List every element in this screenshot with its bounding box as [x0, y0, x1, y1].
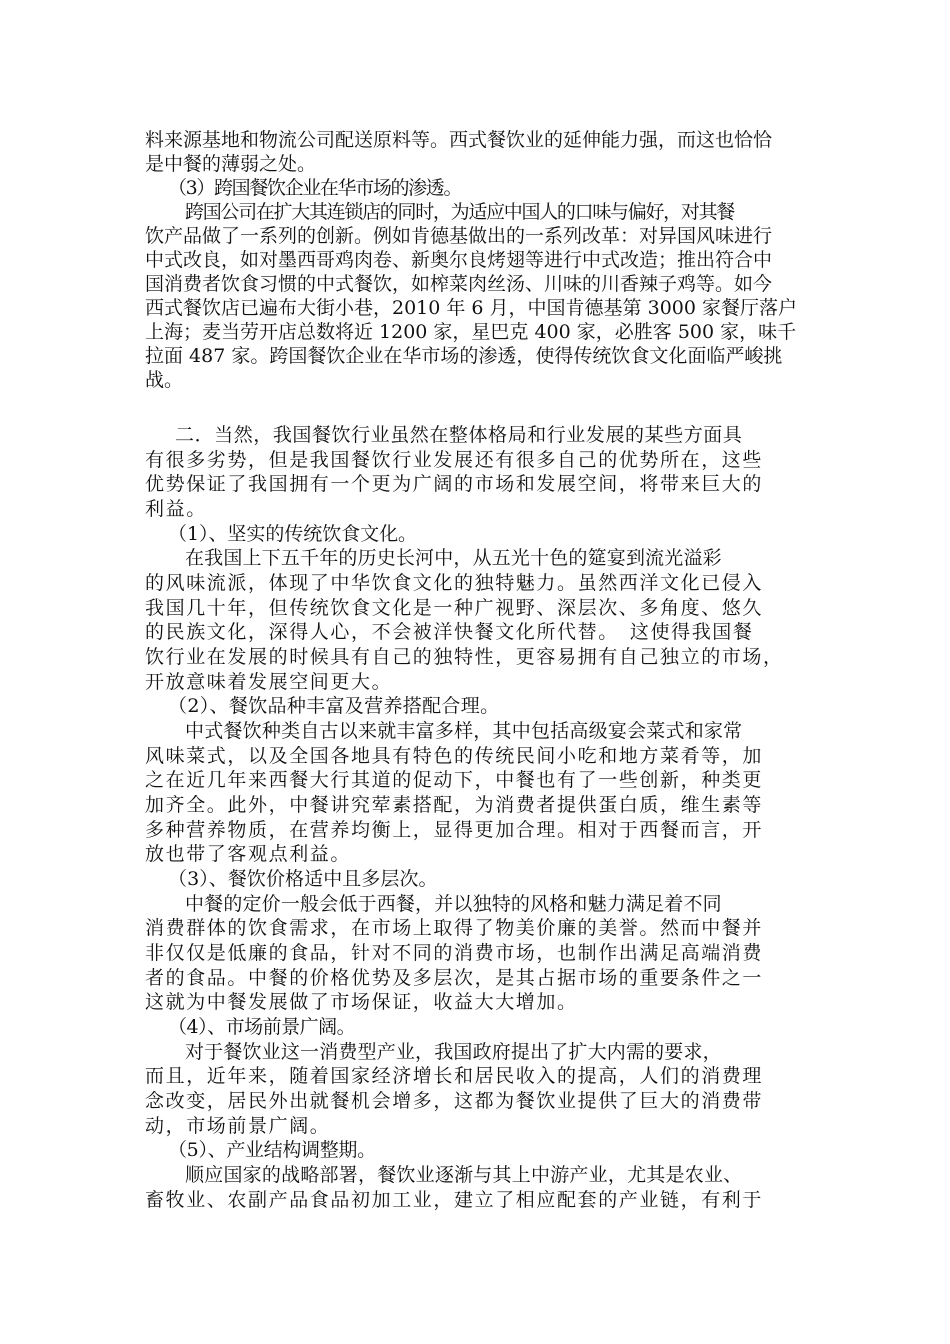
section-heading: （3）跨国餐饮企业在华市场的渗透。 [168, 177, 462, 199]
text-line: 的民族文化，深得人心，不会被洋快餐文化所代替。 这使得我国餐 [145, 621, 754, 643]
text-line: 的风味流派，体现了中华饮食文化的独特魅力。虽然西洋文化已侵入 [145, 572, 764, 594]
text-line: 而且，近年来，随着国家经济增长和居民收入的提高，人们的消费理 [145, 1065, 764, 1087]
text-line: 风味菜式，以及全国各地具有特色的传统民间小吃和地方菜肴等，加 [145, 745, 764, 767]
text-line: 中式改良，如对墨西哥鸡肉卷、新奥尔良烤翅等进行中式改造；推出符合中 [145, 249, 773, 271]
text-line: 是中餐的薄弱之处。 [145, 153, 317, 175]
text-line: 优势保证了我国拥有一个更为广阔的市场和发展空间，将带来巨大的 [145, 473, 764, 495]
text-line: 国消费者饮食习惯的中式餐饮，如榨菜肉丝汤、川味的川香辣子鸡等。如今 [145, 273, 773, 295]
text-line: 中式餐饮种类自古以来就丰富多样，其中包括高级宴会菜式和家常 [185, 720, 743, 742]
text-line: 料来源基地和物流公司配送原料等。西式餐饮业的延伸能力强，而这也恰恰 [145, 129, 773, 151]
text-line: 消费群体的饮食需求，在市场上取得了物美价廉的美誉。然而中餐并 [145, 917, 764, 939]
section-heading: （5）、产业结构调整期。 [168, 1139, 376, 1161]
text-line: 畜牧业、农副产品食品初加工业，建立了相应配套的产业链，有利于 [145, 1189, 764, 1211]
text-line: 我国几十年，但传统饮食文化是一种广视野、深层次、多角度、悠久 [145, 597, 764, 619]
section-heading: 二．当然，我国餐饮行业虽然在整体格局和行业发展的某些方面具 [175, 424, 743, 446]
text-line: 者的食品。中餐的价格优势及多层次，是其占据市场的重要条件之一 [145, 967, 764, 989]
text-line: 多种营养物质，在营养均衡上，显得更加合理。相对于西餐而言，开 [145, 819, 764, 841]
text-line: 拉面 487 家。跨国餐饮企业在华市场的渗透，使得传统饮食文化面临严峻挑 [145, 345, 783, 367]
text-line: 战。 [145, 369, 184, 391]
text-line: 加齐全。此外，中餐讲究荤素搭配，为消费者提供蛋白质，维生素等 [145, 794, 764, 816]
text-line: 开放意味着发展空间更大。 [145, 671, 393, 693]
section-heading: （1）、坚实的传统饮食文化。 [168, 523, 417, 545]
section-heading: （2）、餐饮品种丰富及营养搭配合理。 [168, 695, 500, 717]
text-line: 念改变，居民外出就餐机会增多，这都为餐饮业提供了巨大的消费带 [145, 1090, 764, 1112]
text-line: 饮行业在发展的时候具有自己的独特性，更容易拥有自己独立的市场， [145, 646, 784, 668]
text-line: 西式餐饮店已遍布大街小巷，2010 年 6 月，中国肯德基第 3000 家餐厅落户 [145, 297, 797, 319]
text-line: 饮产品做了一系列的创新。例如肯德基做出的一系列改革：对异国风味进行 [145, 225, 773, 247]
text-line: 跨国公司在扩大其连锁店的同时，为适应中国人的口味与偏好，对其餐 [185, 201, 735, 223]
section-heading: （3）、餐饮价格适中且多层次。 [168, 868, 438, 890]
text-line: 有很多劣势，但是我国餐饮行业发展还有很多自己的优势所在，这些 [145, 449, 764, 471]
text-line: 这就为中餐发展做了市场保证，收益大大增加。 [145, 991, 578, 1013]
text-line: 中餐的定价一般会低于西餐，并以独特的风格和魅力满足着不同 [185, 893, 722, 915]
text-line: 在我国上下五千年的历史长河中，从五光十色的筵宴到流光溢彩 [185, 547, 722, 569]
text-line: 上海；麦当劳开店总数将近 1200 家，星巴克 400 家，必胜客 500 家，味千 [145, 321, 797, 343]
text-line: 非仅仅是低廉的食品，针对不同的消费市场，也制作出满足高端消费 [145, 942, 764, 964]
section-heading: （4）、市场前景广阔。 [168, 1016, 356, 1038]
text-line: 利益。 [145, 498, 207, 520]
text-line: 顺应国家的战略部署，餐饮业逐渐与其上中游产业，尤其是农业、 [185, 1164, 743, 1186]
text-line: 之在近几年来西餐大行其道的促动下，中餐也有了一些创新，种类更 [145, 769, 764, 791]
text-line: 放也带了客观点利益。 [145, 843, 352, 865]
text-line: 动，市场前景广阔。 [145, 1115, 331, 1137]
text-line: 对于餐饮业这一消费型产业，我国政府提出了扩大内需的要求， [185, 1041, 722, 1063]
